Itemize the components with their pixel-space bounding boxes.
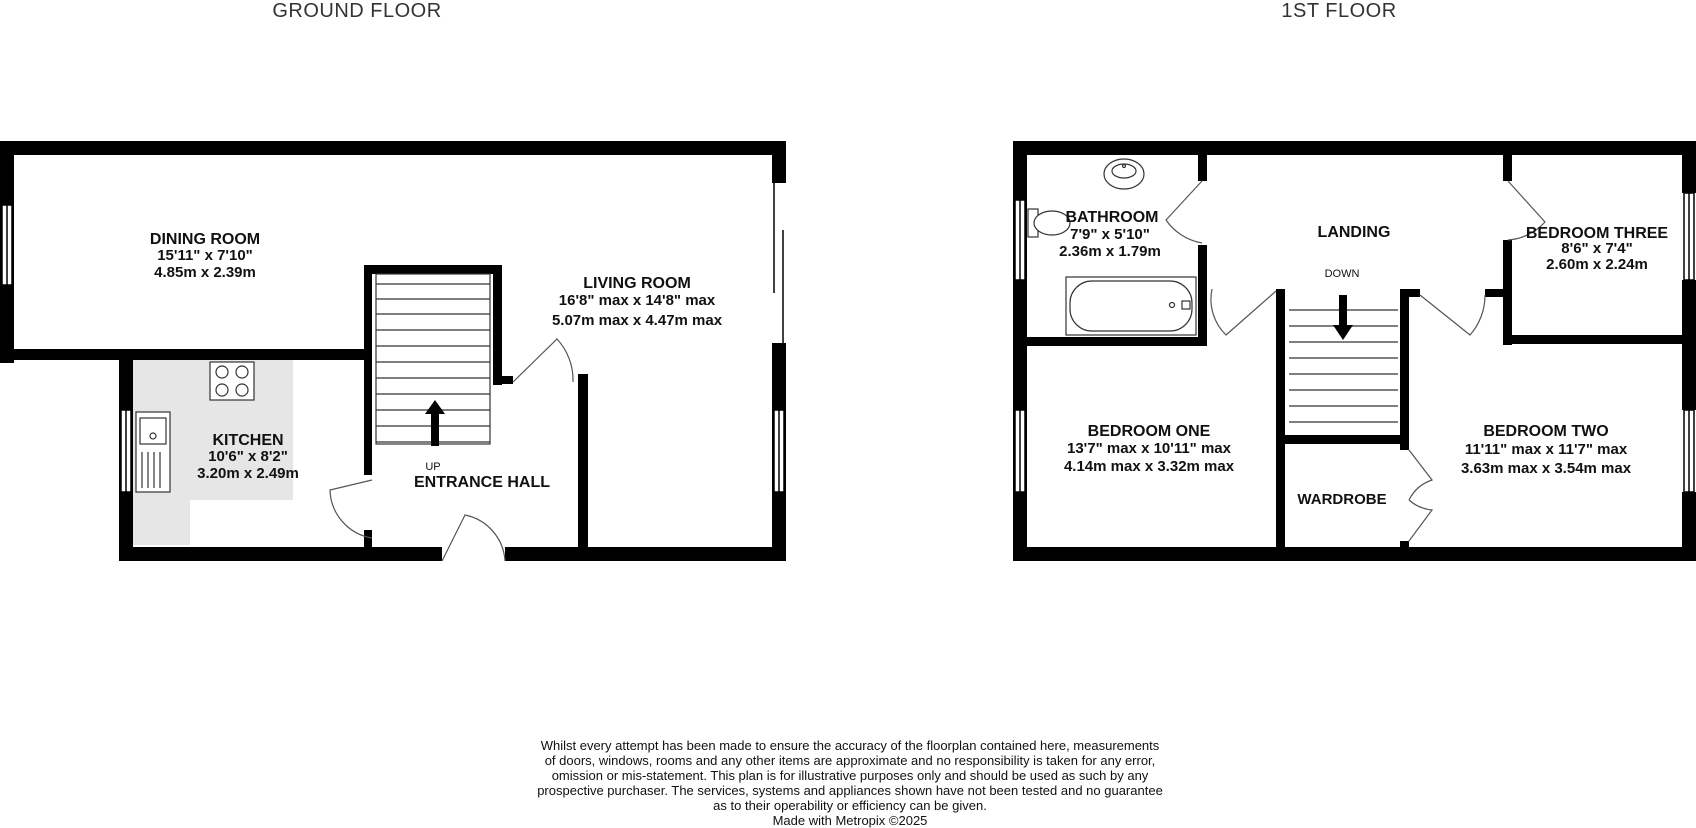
ground-floor-plan — [0, 141, 786, 561]
dining-room-imperial: 15'11" x 7'10" — [157, 247, 253, 264]
disclaimer-line: Whilst every attempt has been made to ensure the accuracy of the floorplan contained here, measurements — [540, 738, 1160, 753]
bathroom-metric: 2.36m x 1.79m — [1059, 243, 1161, 260]
living-room-name: LIVING ROOM — [583, 275, 691, 292]
wardrobe-name: WARDROBE — [1297, 491, 1387, 508]
basin-icon — [1104, 159, 1144, 189]
living-room-metric: 5.07m max x 4.47m max — [551, 312, 723, 329]
metropix-credit: Made with Metropix ©2025 — [772, 813, 928, 828]
kitchen-metric: 3.20m x 2.49m — [197, 465, 299, 482]
hob-icon — [210, 362, 254, 400]
kitchen-imperial: 10'6" x 8'2" — [208, 448, 288, 465]
toilet-icon — [1028, 209, 1070, 237]
bedroom-one-metric: 4.14m max x 3.32m max — [1063, 458, 1235, 475]
bedroom-one-name: BEDROOM ONE — [1087, 423, 1211, 440]
bedroom-one-imperial: 13'7" max x 10'11" max — [1067, 440, 1231, 457]
disclaimer-line: omission or mis-statement. This plan is for illustrative purposes only and should be used as such by any — [551, 768, 1149, 783]
ground-floor-title: GROUND FLOOR — [272, 0, 442, 22]
stairs-down-arrow-icon — [1333, 295, 1353, 340]
living-room-imperial: 16'8" max x 14'8" max — [558, 292, 716, 309]
bedroom-two-metric: 3.63m max x 3.54m max — [1460, 460, 1632, 477]
disclaimer-line: of doors, windows, rooms and any other items are approximate and no responsibility is taken for any error, — [544, 753, 1156, 768]
stairs-up-arrow-icon — [425, 400, 445, 446]
bath-icon — [1066, 277, 1196, 335]
first-floor-plan — [1013, 141, 1696, 561]
stairs-up-label: UP — [425, 461, 441, 473]
bathroom-imperial: 7'9" x 5'10" — [1070, 226, 1150, 243]
bedroom-three-imperial: 8'6" x 7'4" — [1561, 240, 1633, 257]
bedroom-two-name: BEDROOM TWO — [1483, 423, 1609, 440]
disclaimer — [500, 738, 1200, 828]
sink-icon — [136, 412, 170, 492]
disclaimer-line: prospective purchaser. The services, systems and appliances shown have not been tested and no guarantee — [537, 783, 1163, 798]
stairs-down-label: DOWN — [1324, 268, 1360, 280]
bedroom-two-imperial: 11'11" max x 11'7" max — [1464, 441, 1628, 458]
first-floor-title: 1ST FLOOR — [1281, 0, 1397, 22]
landing-name: LANDING — [1317, 224, 1391, 241]
dining-room-name: DINING ROOM — [149, 231, 261, 248]
disclaimer-line: as to their operability or efficiency can be given. — [713, 798, 987, 813]
bathroom-name: BATHROOM — [1065, 209, 1159, 226]
dining-room-metric: 4.85m x 2.39m — [154, 264, 256, 281]
bedroom-three-name: BEDROOM THREE — [1525, 225, 1669, 242]
entrance-hall-name: ENTRANCE HALL — [414, 474, 550, 491]
kitchen-name: KITCHEN — [212, 432, 284, 449]
ground-walls — [0, 141, 786, 561]
bedroom-three-metric: 2.60m x 2.24m — [1546, 256, 1648, 273]
